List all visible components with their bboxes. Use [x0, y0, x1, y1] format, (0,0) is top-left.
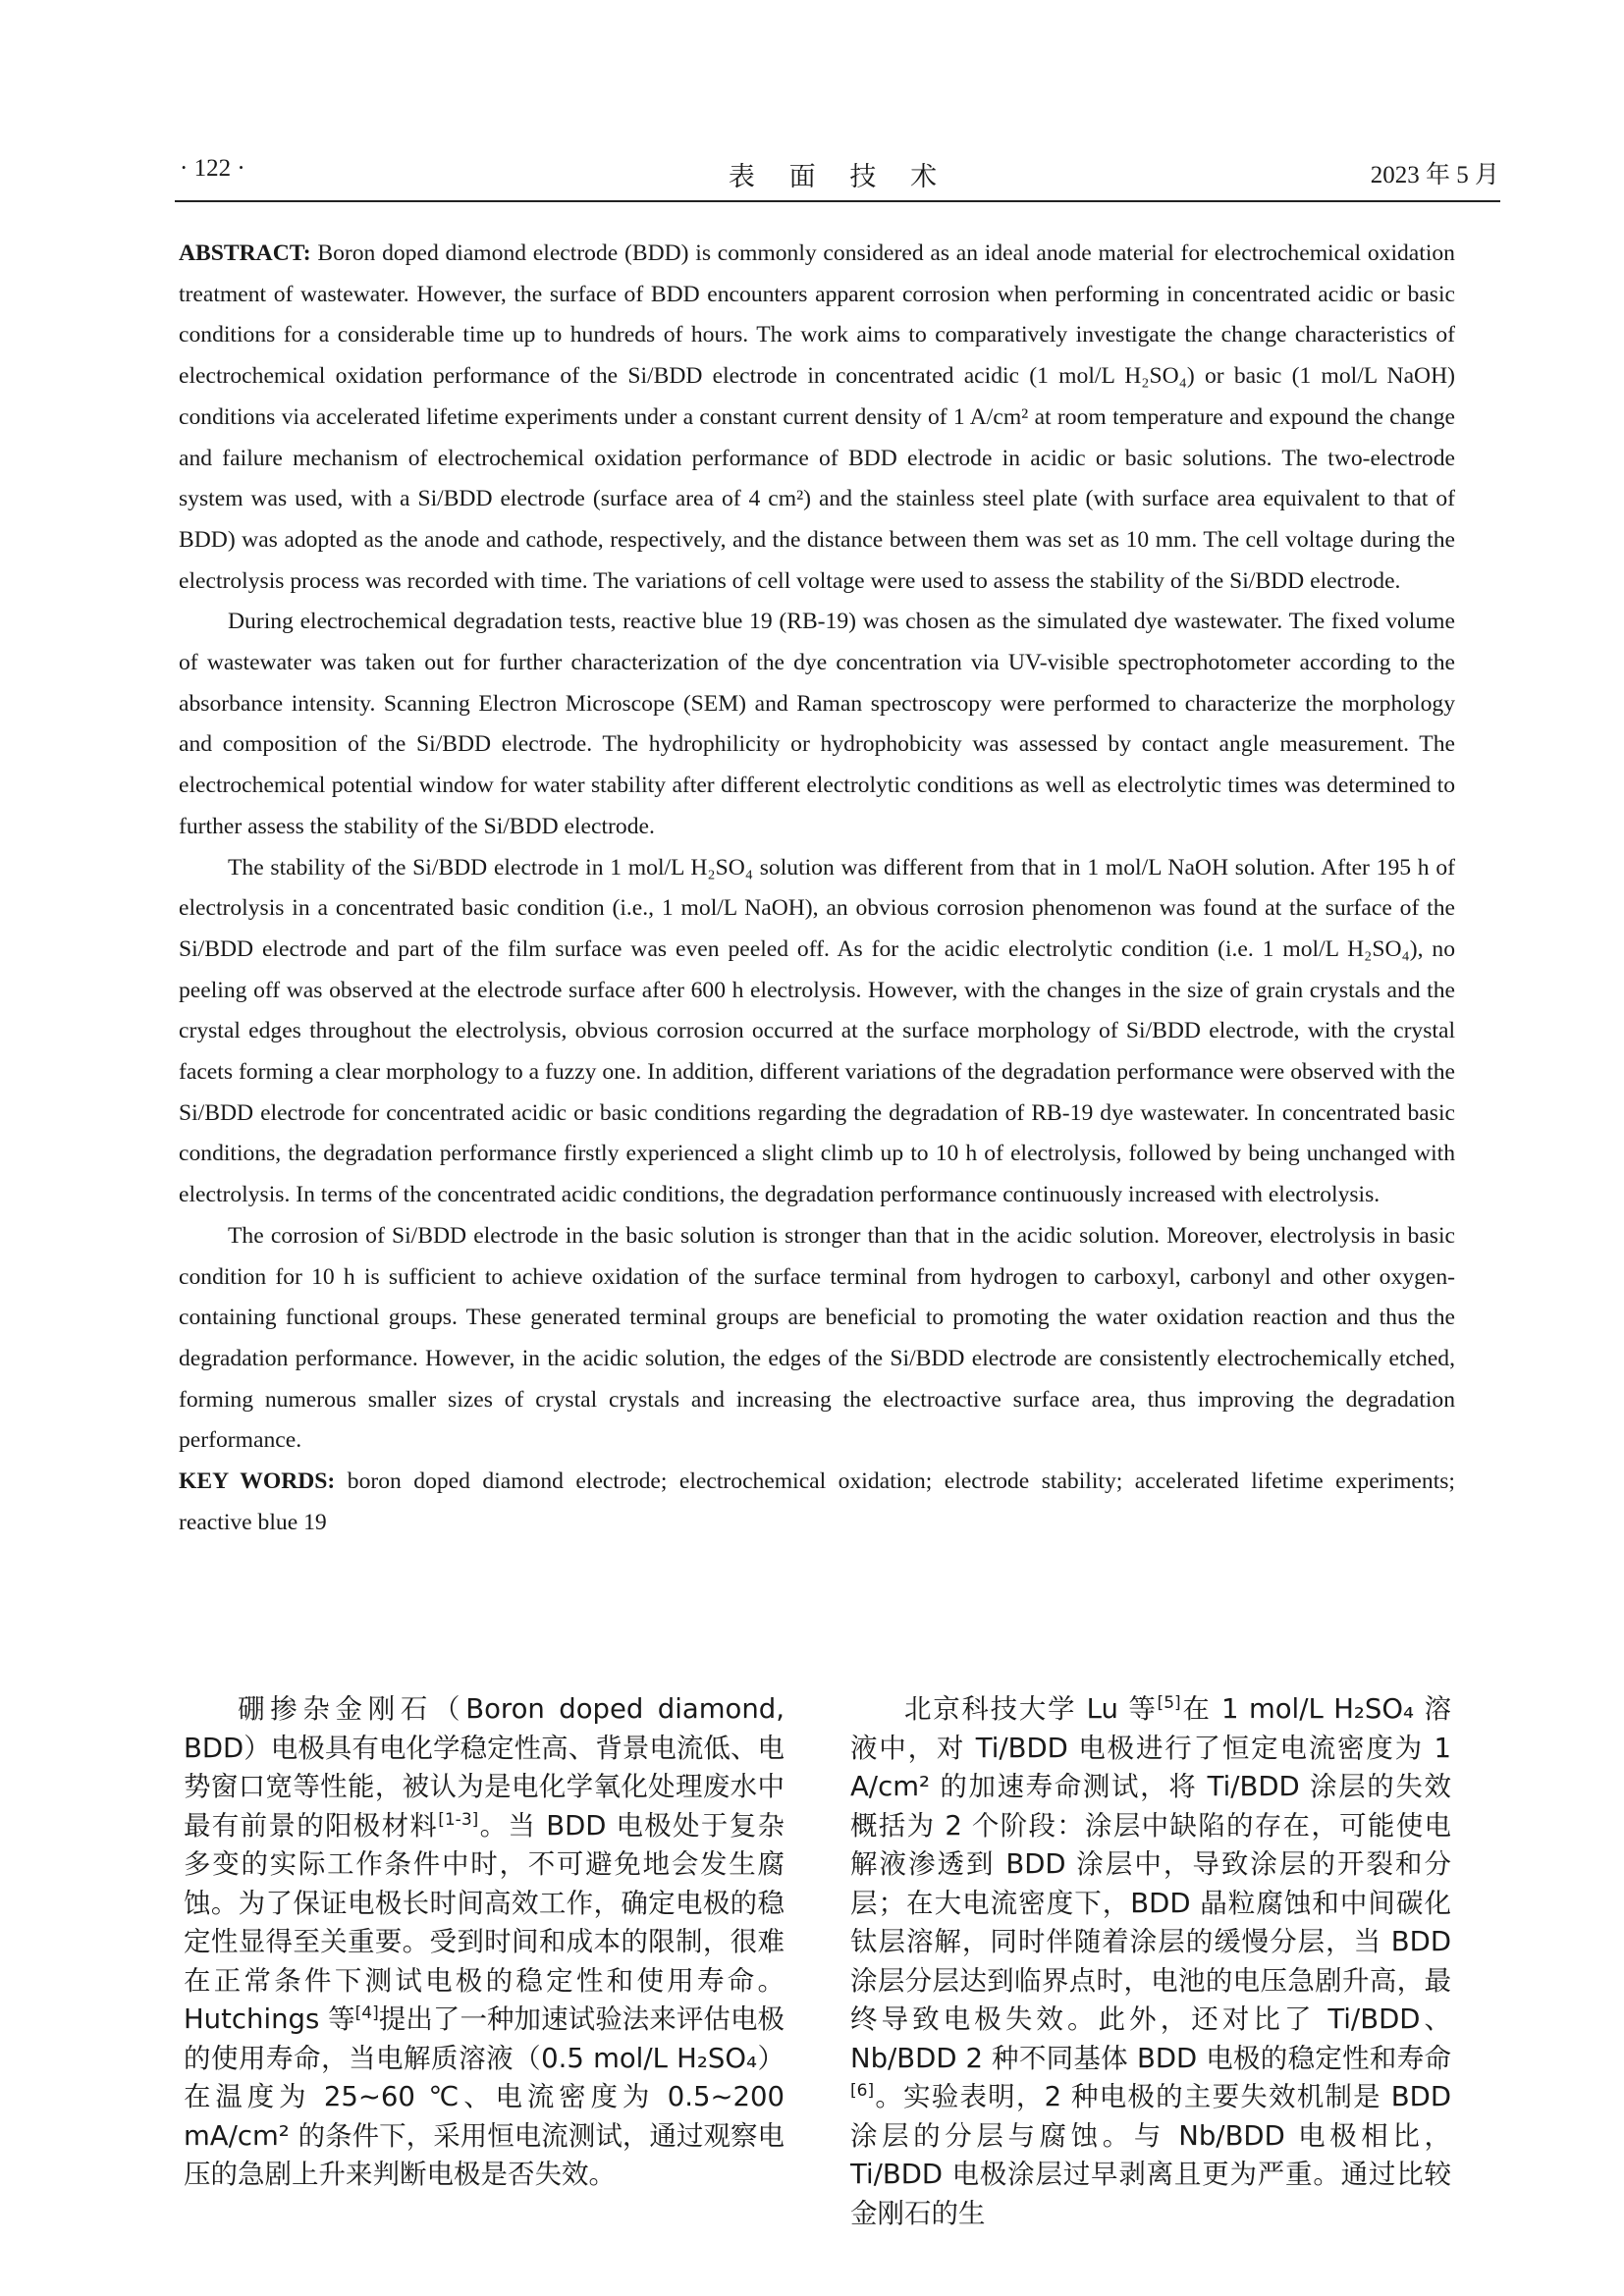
citation-1-3: [1-3] [438, 1809, 479, 1830]
keywords-text: boron doped diamond electrode; electrochemical oxidation; electrode stability; accelerated lifetime experiments; reactive blue 19 [179, 1468, 1455, 1535]
citation-6: [6] [850, 2080, 875, 2101]
body-column-right [850, 1690, 1451, 2233]
journal-title: 表 面 技 术 [728, 162, 951, 191]
left-text-b: 。当 BDD 电极处于复杂多变的实际工作条件中时，不可避免地会发生腐蚀。为了保证电极长时间高效工作，确定电极的稳定性显得至关重要。受到时间和成本的限制，很难在正常条件下测试电极的稳定性和使用寿命。Hutchings 等 [184, 1809, 785, 2035]
left-text-a: 硼掺杂金刚石（Boron doped diamond, BDD）电极具有电化学稳定性高、背景电流低、电势窗口宽等性能，被认为是电化学氧化处理废水中最有前景的阳极材料 [184, 1693, 785, 1842]
citation-4: [4] [354, 2002, 379, 2023]
abstract-paragraph-3: The stability of the Si/BDD electrode in 1 mol/L H₂SO₄ solution was different from that in 1 mol/L NaOH solution. After 195 h of electrolysis in a concentrated basic condition (i.e., 1 mol/L NaOH), an obvious corrosion phenomenon was found at the surface of the Si/BDD electrode and part of the film surface was even peeled off. As for the acidic electrolytic condition (i.e. 1 mol/L H₂SO₄), no peeling off was observed at the electrode surface after 600 h electrolysis. However, with the changes in the size of grain crystals and the crystal edges throughout the electrolysis, obvious corrosion occurred at the surface morphology of Si/BDD electrode, with the crystal facets forming a clear morphology to a fuzzy one. In addition, different variations of the degradation performance were observed with the Si/BDD electrode for concentrated acidic or basic conditions regarding the degradation of RB-19 dye wastewater. In concentrated basic conditions, the degradation performance firstly experienced a slight climb up to 10 h of electrolysis, followed by being unchanged with electrolysis. In terms of the concentrated acidic conditions, the degradation performance continuously increased with electrolysis. [179, 854, 1455, 1208]
left-text-c: 提出了一种加速试验法来评估电极的使用寿命，当电解质溶液（0.5 mol/L H₂SO₄）在温度为 25~60 ℃、电流密度为 0.5~200 mA/cm² 的条件下，采用恒电流测试，通过观察电压的急剧上升来判断电极是否失效。 [184, 2003, 785, 2190]
abstract-label: ABSTRACT: [179, 240, 311, 266]
citation-5: [5] [1157, 1692, 1181, 1713]
right-text-a: 北京科技大学 Lu 等 [904, 1693, 1158, 1725]
abstract-paragraph-2: During electrochemical degradation tests, reactive blue 19 (RB-19) was chosen as the simulated dye wastewater. The fixed volume of wastewater was taken out for further characterization of the dye concentration via UV-visible spectrophotometer according to the absorbance intensity. Scanning Electron Microscope (SEM) and Raman spectroscopy were performed to characterize the morphology and composition of the Si/BDD electrode. The hydrophilicity or hydrophobicity was assessed by contact angle measurement. The electrochemical potential window for water stability after different electrolytic conditions as well as electrolytic times was determined to further assess the stability of the Si/BDD electrode. [179, 609, 1455, 839]
keywords [179, 1462, 1455, 1543]
right-text-c: 。实验表明，2 种电极的主要失效机制是 BDD 涂层的分层与腐蚀。与 Nb/BDD 电极相比，Ti/BDD 电极涂层过早剥离且更为严重。通过比较金刚石的生 [850, 2081, 1451, 2229]
abstract-text-1: Boron doped diamond electrode (BDD) is commonly considered as an ideal anode material for electrochemical oxidation treatment of wastewater. However, the surface of BDD encounters apparent corrosion when performing in concentrated acidic or basic conditions for a considerable time up to hundreds of hours. The work aims to comparatively investigate the change characteristics of electrochemical oxidation performance of the Si/BDD electrode in concentrated acidic (1 mol/L H₂SO₄) or basic (1 mol/L NaOH) conditions via accelerated lifetime experiments under a constant current density of 1 A/cm² at room temperature and expound the change and failure mechanism of electrochemical oxidation performance of BDD electrode in acidic or basic solutions. The two-electrode system was used, with a Si/BDD electrode (surface area of 4 cm²) and the stainless steel plate (with surface area equivalent to that of BDD) was adopted as the anode and cathode, respectively, and the distance between them was set as 10 mm. The cell voltage during the electrolysis process was recorded with time. The variations of cell voltage were used to assess the stability of the Si/BDD electrode. [179, 240, 1455, 594]
page-header [180, 155, 1499, 200]
issue-date: 2023 年 5 月 [1370, 162, 1499, 188]
keywords-label: KEY WORDS: [179, 1468, 336, 1495]
header-rule [175, 200, 1500, 202]
right-text-b: 在 1 mol/L H₂SO₄ 溶液中，对 Ti/BDD 电极进行了恒定电流密度为 1 A/cm² 的加速寿命测试，将 Ti/BDD 涂层的失效概括为 2 个阶段：涂层中缺陷的存在，可能使电解液渗透到 BDD 涂层中，导致涂层的开裂和分层；在大电流密度下，BDD 晶粒腐蚀和中间碳化钛层溶解，同时伴随着涂层的缓慢分层，当 BDD 涂层分层达到临界点时，电池的电压急剧升高，最终导致电极失效。此外，还对比了 Ti/BDD、Nb/BDD 2 种不同基体 BDD 电极的稳定性和寿命 [850, 1693, 1451, 2074]
page-number: · 122 · [180, 155, 245, 182]
abstract [179, 234, 1455, 1544]
body-column-left [184, 1690, 785, 2195]
abstract-paragraph-4: The corrosion of Si/BDD electrode in the basic solution is stronger than that in the acidic solution. Moreover, electrolysis in basic condition for 10 h is sufficient to achieve oxidation of the surface terminal from hydrogen to carboxyl, carbonyl and other oxygen-containing functional groups. These generated terminal groups are beneficial to promoting the water oxidation reaction and thus the degradation performance. However, in the acidic solution, the edges of the Si/BDD electrode are consistently electrochemically etched, forming numerous smaller sizes of crystal crystals and increasing the electroactive surface area, thus improving the degradation performance. [179, 1222, 1455, 1454]
abstract-paragraph-1 [179, 234, 1455, 602]
